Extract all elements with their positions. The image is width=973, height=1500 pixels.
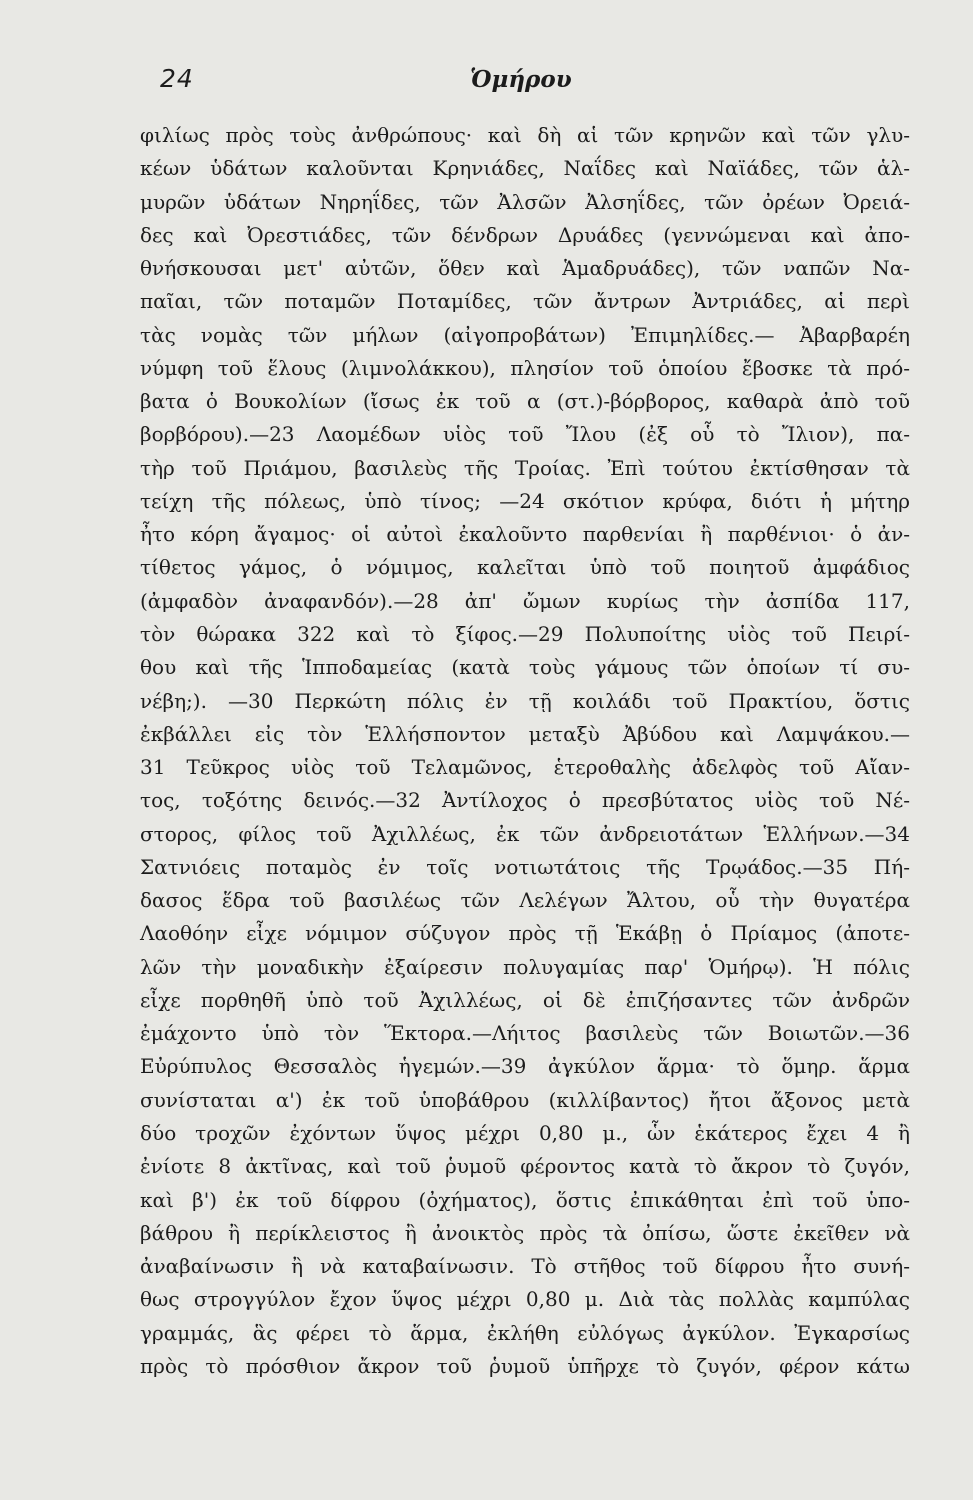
text-line: ἐνίοτε 8 ἀκτῖνας, καὶ τοῦ ῥυμοῦ φέροντος κατὰ τὸ ἄκρον τὸ ζυγόν, <box>140 1154 910 1179</box>
text-line: τὰς νομὰς τῶν μήλων (αἰγοπροβάτων) Ἐπιμηλίδες.— Ἀβαρβαρέη <box>140 322 910 347</box>
text-line: στορος, φίλος τοῦ Ἀχιλλέως, ἐκ τῶν ἀνδρειοτάτων Ἑλλήνων.—34 <box>140 821 910 846</box>
running-head: Ὁμήρου <box>470 66 572 93</box>
text-line: εἶχε πορθηθῆ ὑπὸ τοῦ Ἀχιλλέως, οἱ δὲ ἐπιζήσαντες τῶν ἀνδρῶν <box>140 987 910 1012</box>
text-line: Σατνιόεις ποταμὸς ἐν τοῖς νοτιωτάτοις τῆς Τρῳάδος.—35 Πή- <box>140 854 910 879</box>
text-line: βάθρου ἢ περίκλειστος ἢ ἀνοικτὸς πρὸς τὰ ὀπίσω, ὥστε ἐκεῖθεν νὰ <box>140 1220 910 1245</box>
text-line: λῶν τὴν μοναδικὴν ἐξαίρεσιν πολυγαμίας παρ' Ὁμήρῳ). Ἡ πόλις <box>140 954 910 979</box>
text-line: φιλίως πρὸς τοὺς ἀνθρώπους· καὶ δὴ αἱ τῶν κρηνῶν καὶ τῶν γλυ- <box>140 123 910 147</box>
text-line: ἐμάχοντο ὑπὸ τὸν Ἕκτορα.—Λήιτος βασιλεὺς τῶν Βοιωτῶν.—36 <box>140 1021 910 1046</box>
text-line: θου καὶ τῆς Ἱπποδαμείας (κατὰ τοὺς γάμους τῶν ὁποίων τί συ- <box>140 655 910 680</box>
text-line: Εὐρύπυλος Θεσσαλὸς ἡγεμών.—39 ἀγκύλον ἅρμα· τὸ ὅμηρ. ἅρμα <box>140 1054 910 1079</box>
text-line: συνίσταται α') ἐκ τοῦ ὑποβάθρου (κιλλίβαντος) ἤτοι ἄξονος μετὰ <box>140 1087 910 1112</box>
text-line: πρὸς τὸ πρόσθιον ἄκρον τοῦ ῥυμοῦ ὑπῆρχε τὸ ζυγόν, φέρον κάτω <box>140 1353 910 1378</box>
commentary-text <box>140 119 910 1383</box>
text-line: παῖαι, τῶν ποταμῶν Ποταμίδες, τῶν ἄντρων Ἀντριάδες, αἱ περὶ <box>140 289 910 314</box>
page-number: 24 <box>160 64 194 93</box>
text-line: τος, τοξότης δεινός.—32 Ἀντίλοχος ὁ πρεσβύτατος υἱὸς τοῦ Νέ- <box>140 788 910 813</box>
text-line: τίθετος γάμος, ὁ νόμιμος, καλεῖται ὑπὸ τοῦ ποιητοῦ ἀμφάδιος <box>140 555 910 580</box>
text-line: (ἀμφαδὸν ἀναφανδόν).—28 ἀπ' ὤμων κυρίως τὴν ἀσπίδα 117, <box>140 588 910 613</box>
text-line: Λαοθόην εἶχε νόμιμον σύζυγον πρὸς τῇ Ἑκάβῃ ὁ Πρίαμος (ἀποτε- <box>140 921 910 946</box>
text-line: νέβη;). —30 Περκώτη πόλις ἐν τῇ κοιλάδι τοῦ Πρακτίου, ὅστις <box>140 688 910 713</box>
text-line: κέων ὑδάτων καλοῦνται Κρηνιάδες, Ναΐδες καὶ Ναϊάδες, τῶν ἁλ- <box>140 156 910 181</box>
text-line: τὸν θώρακα 322 καὶ τὸ ξίφος.—29 Πολυποίτης υἱὸς τοῦ Πειρί- <box>140 621 910 646</box>
text-line: τείχη τῆς πόλεως, ὑπὸ τίνος; —24 σκότιον κρύφα, διότι ἡ μήτηρ <box>140 488 910 513</box>
text-line: βορβόρου).—23 Λαομέδων υἱὸς τοῦ Ἴλου (ἐξ οὗ τὸ Ἴλιον), πα- <box>140 422 910 447</box>
text-line: θως στρογγύλον ἔχον ὕψος μέχρι 0,80 μ. Διὰ τὰς πολλὰς καμπύλας <box>140 1287 910 1312</box>
page-header <box>146 64 846 98</box>
text-line: γραμμάς, ἃς φέρει τὸ ἅρμα, ἐκλήθη εὐλόγως ἀγκύλον. Ἐγκαρσίως <box>140 1320 910 1345</box>
text-line: ἦτο κόρη ἄγαμος· οἱ αὐτοὶ ἐκαλοῦντο παρθενίαι ἢ παρθένιοι· ὁ ἀν- <box>140 522 910 547</box>
text-line: νύμφη τοῦ ἕλους (λιμνολάκκου), πλησίον τοῦ ὁποίου ἔβοσκε τὰ πρό- <box>140 355 910 380</box>
text-line: τὴρ τοῦ Πριάμου, βασιλεὺς τῆς Τροίας. Ἐπὶ τούτου ἐκτίσθησαν τὰ <box>140 455 910 480</box>
text-line: ἀναβαίνωσιν ἢ νὰ καταβαίνωσιν. Τὸ στῆθος τοῦ δίφρου ἦτο συνή- <box>140 1254 910 1279</box>
text-line: βατα ὁ Βουκολίων (ἴσως ἐκ τοῦ α (στ.)-βόρβορος, καθαρὰ ἀπὸ τοῦ <box>140 389 910 414</box>
text-line: καὶ β') ἐκ τοῦ δίφρου (ὀχήματος), ὅστις ἐπικάθηται ἐπὶ τοῦ ὑπο- <box>140 1187 910 1212</box>
text-line: θνήσκουσαι μετ' αὐτῶν, ὅθεν καὶ Ἁμαδρυάδες), τῶν ναπῶν Να- <box>140 256 910 281</box>
text-line: ἐκβάλλει εἰς τὸν Ἑλλήσποντον μεταξὺ Ἀβύδου καὶ Λαμψάκου.— <box>140 721 910 746</box>
text-line: δασος ἕδρα τοῦ βασιλέως τῶν Λελέγων Ἄλτου, οὗ τὴν θυγατέρα <box>140 888 910 913</box>
text-line: 31 Τεῦκρος υἱὸς τοῦ Τελαμῶνος, ἑτεροθαλὴς ἀδελφὸς τοῦ Αἴαν- <box>140 755 910 780</box>
text-line: δες καὶ Ὀρεστιάδες, τῶν δένδρων Δρυάδες (γεννώμεναι καὶ ἀπο- <box>140 222 910 247</box>
text-line: δύο τροχῶν ἐχόντων ὕψος μέχρι 0,80 μ., ὧν ἑκάτερος ἔχει 4 ἢ <box>140 1120 910 1145</box>
text-line: μυρῶν ὑδάτων Νηρηΐδες, τῶν Ἀλσῶν Ἀλσηΐδες, τῶν ὀρέων Ὀρειά- <box>140 189 910 214</box>
